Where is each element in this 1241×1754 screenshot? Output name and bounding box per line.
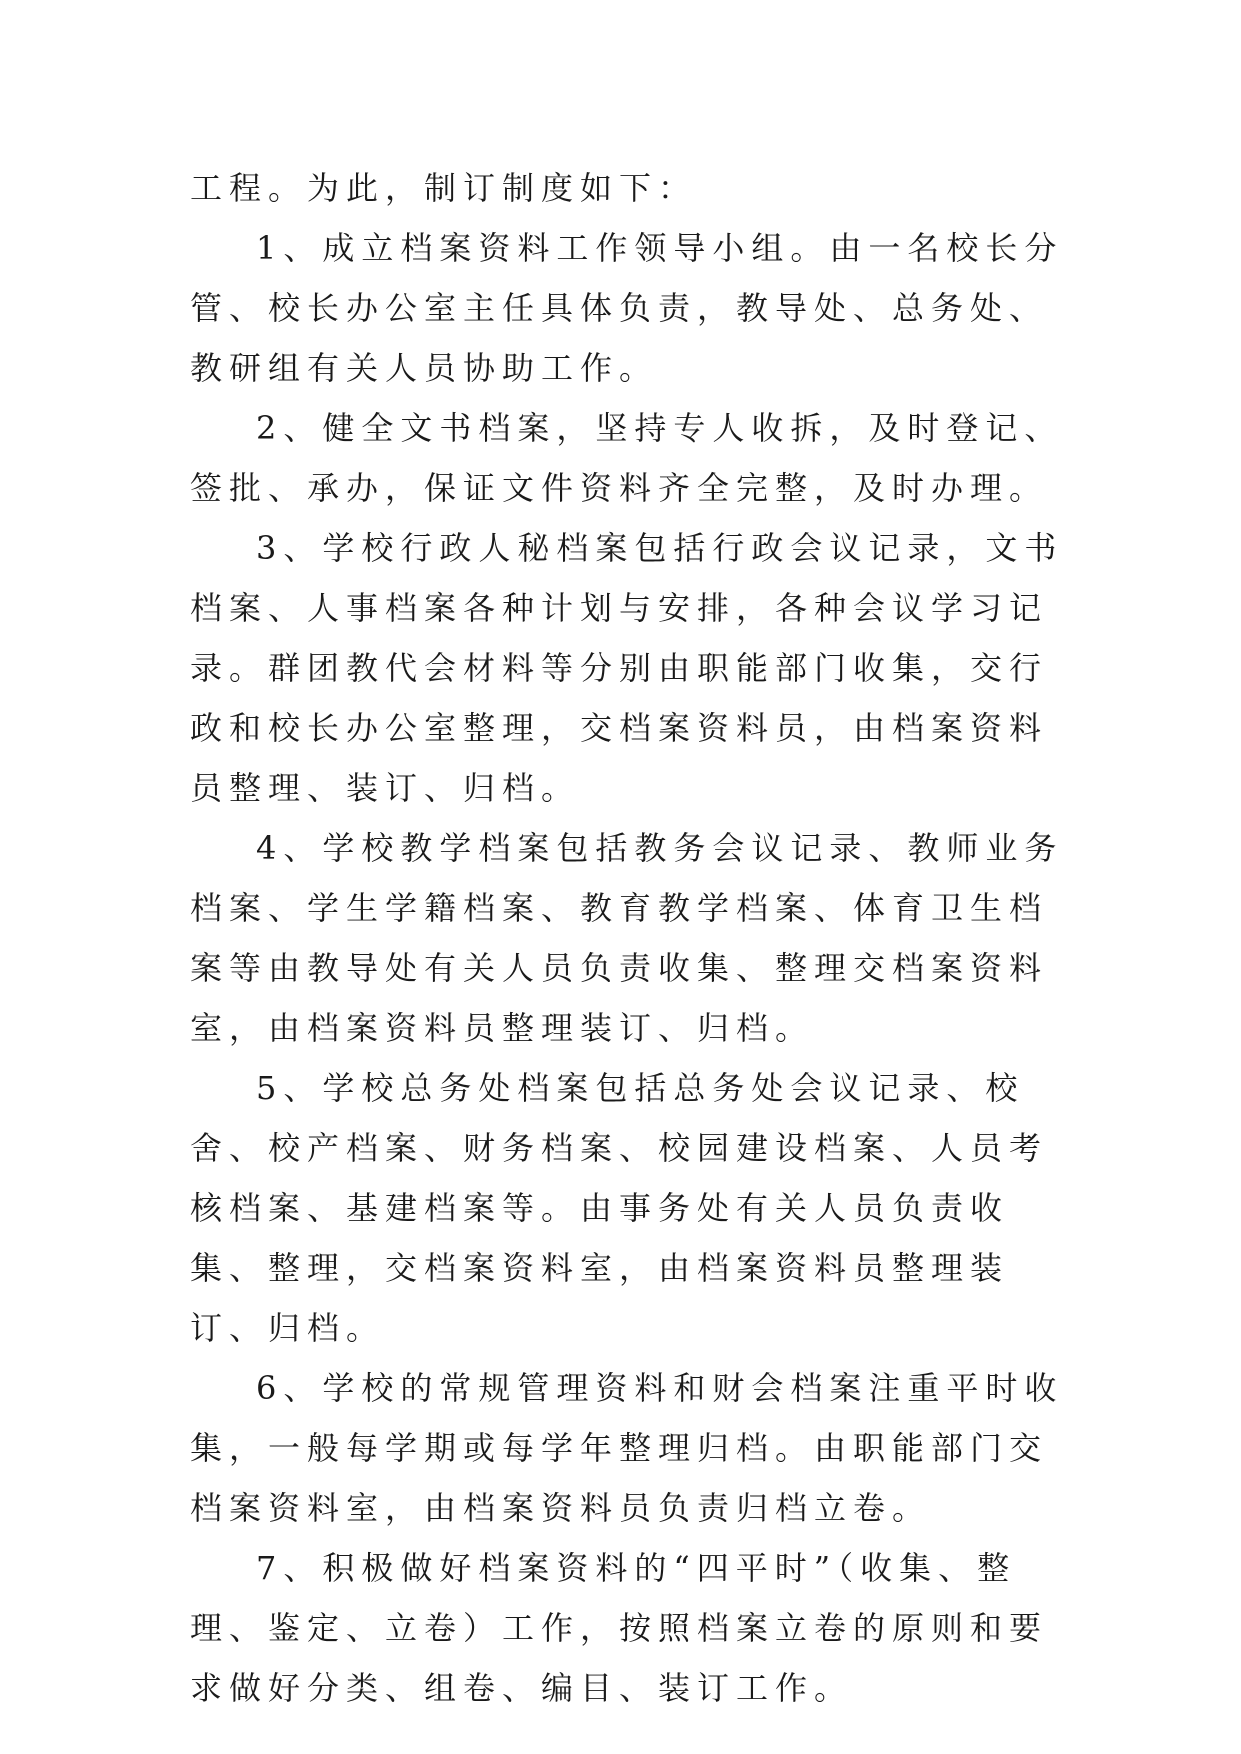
paragraph-item-6: 6、学校的常规管理资料和财会档案注重平时收集，一般每学期或每学年整理归档。由职能部门交档案资料室，由档案资料员负责归档立卷。 bbox=[190, 1369, 1064, 1527]
paragraph-item-4: 4、学校教学档案包括教务会议记录、教师业务档案、学生学籍档案、教育教学档案、体育卫生档案等由教导处有关人员负责收集、整理交档案资料室，由档案资料员整理装订、归档。 bbox=[190, 829, 1064, 1047]
paragraph-item-5: 5、学校总务处档案包括总务处会议记录、校舍、校产档案、财务档案、校园建设档案、人员考核档案、基建档案等。由事务处有关人员负责收集、整理，交档案资料室，由档案资料员整理装订、归档。 bbox=[190, 1069, 1049, 1347]
paragraph-item-3: 3、学校行政人秘档案包括行政会议记录，文书档案、人事档案各种计划与安排，各种会议学习记录。群团教代会材料等分别由职能部门收集，交行政和校长办公室整理，交档案资料员，由档案资料员整理、装订、归档。 bbox=[190, 529, 1064, 807]
document-body bbox=[190, 158, 1070, 1718]
paragraph-item-7: 7、积极做好档案资料的“四平时”（收集、整理、鉴定、立卷）工作，按照档案立卷的原则和要求做好分类、组卷、编目、装订工作。 bbox=[190, 1549, 1049, 1707]
paragraph-item-1: 1、成立档案资料工作领导小组。由一名校长分管、校长办公室主任具体负责，教导处、总务处、教研组有关人员协助工作。 bbox=[190, 229, 1064, 387]
paragraph-continuation: 工程。为此，制订制度如下： bbox=[190, 169, 698, 207]
paragraph-item-2: 2、健全文书档案，坚持专人收拆，及时登记、签批、承办，保证文件资料齐全完整，及时办理。 bbox=[190, 409, 1064, 507]
